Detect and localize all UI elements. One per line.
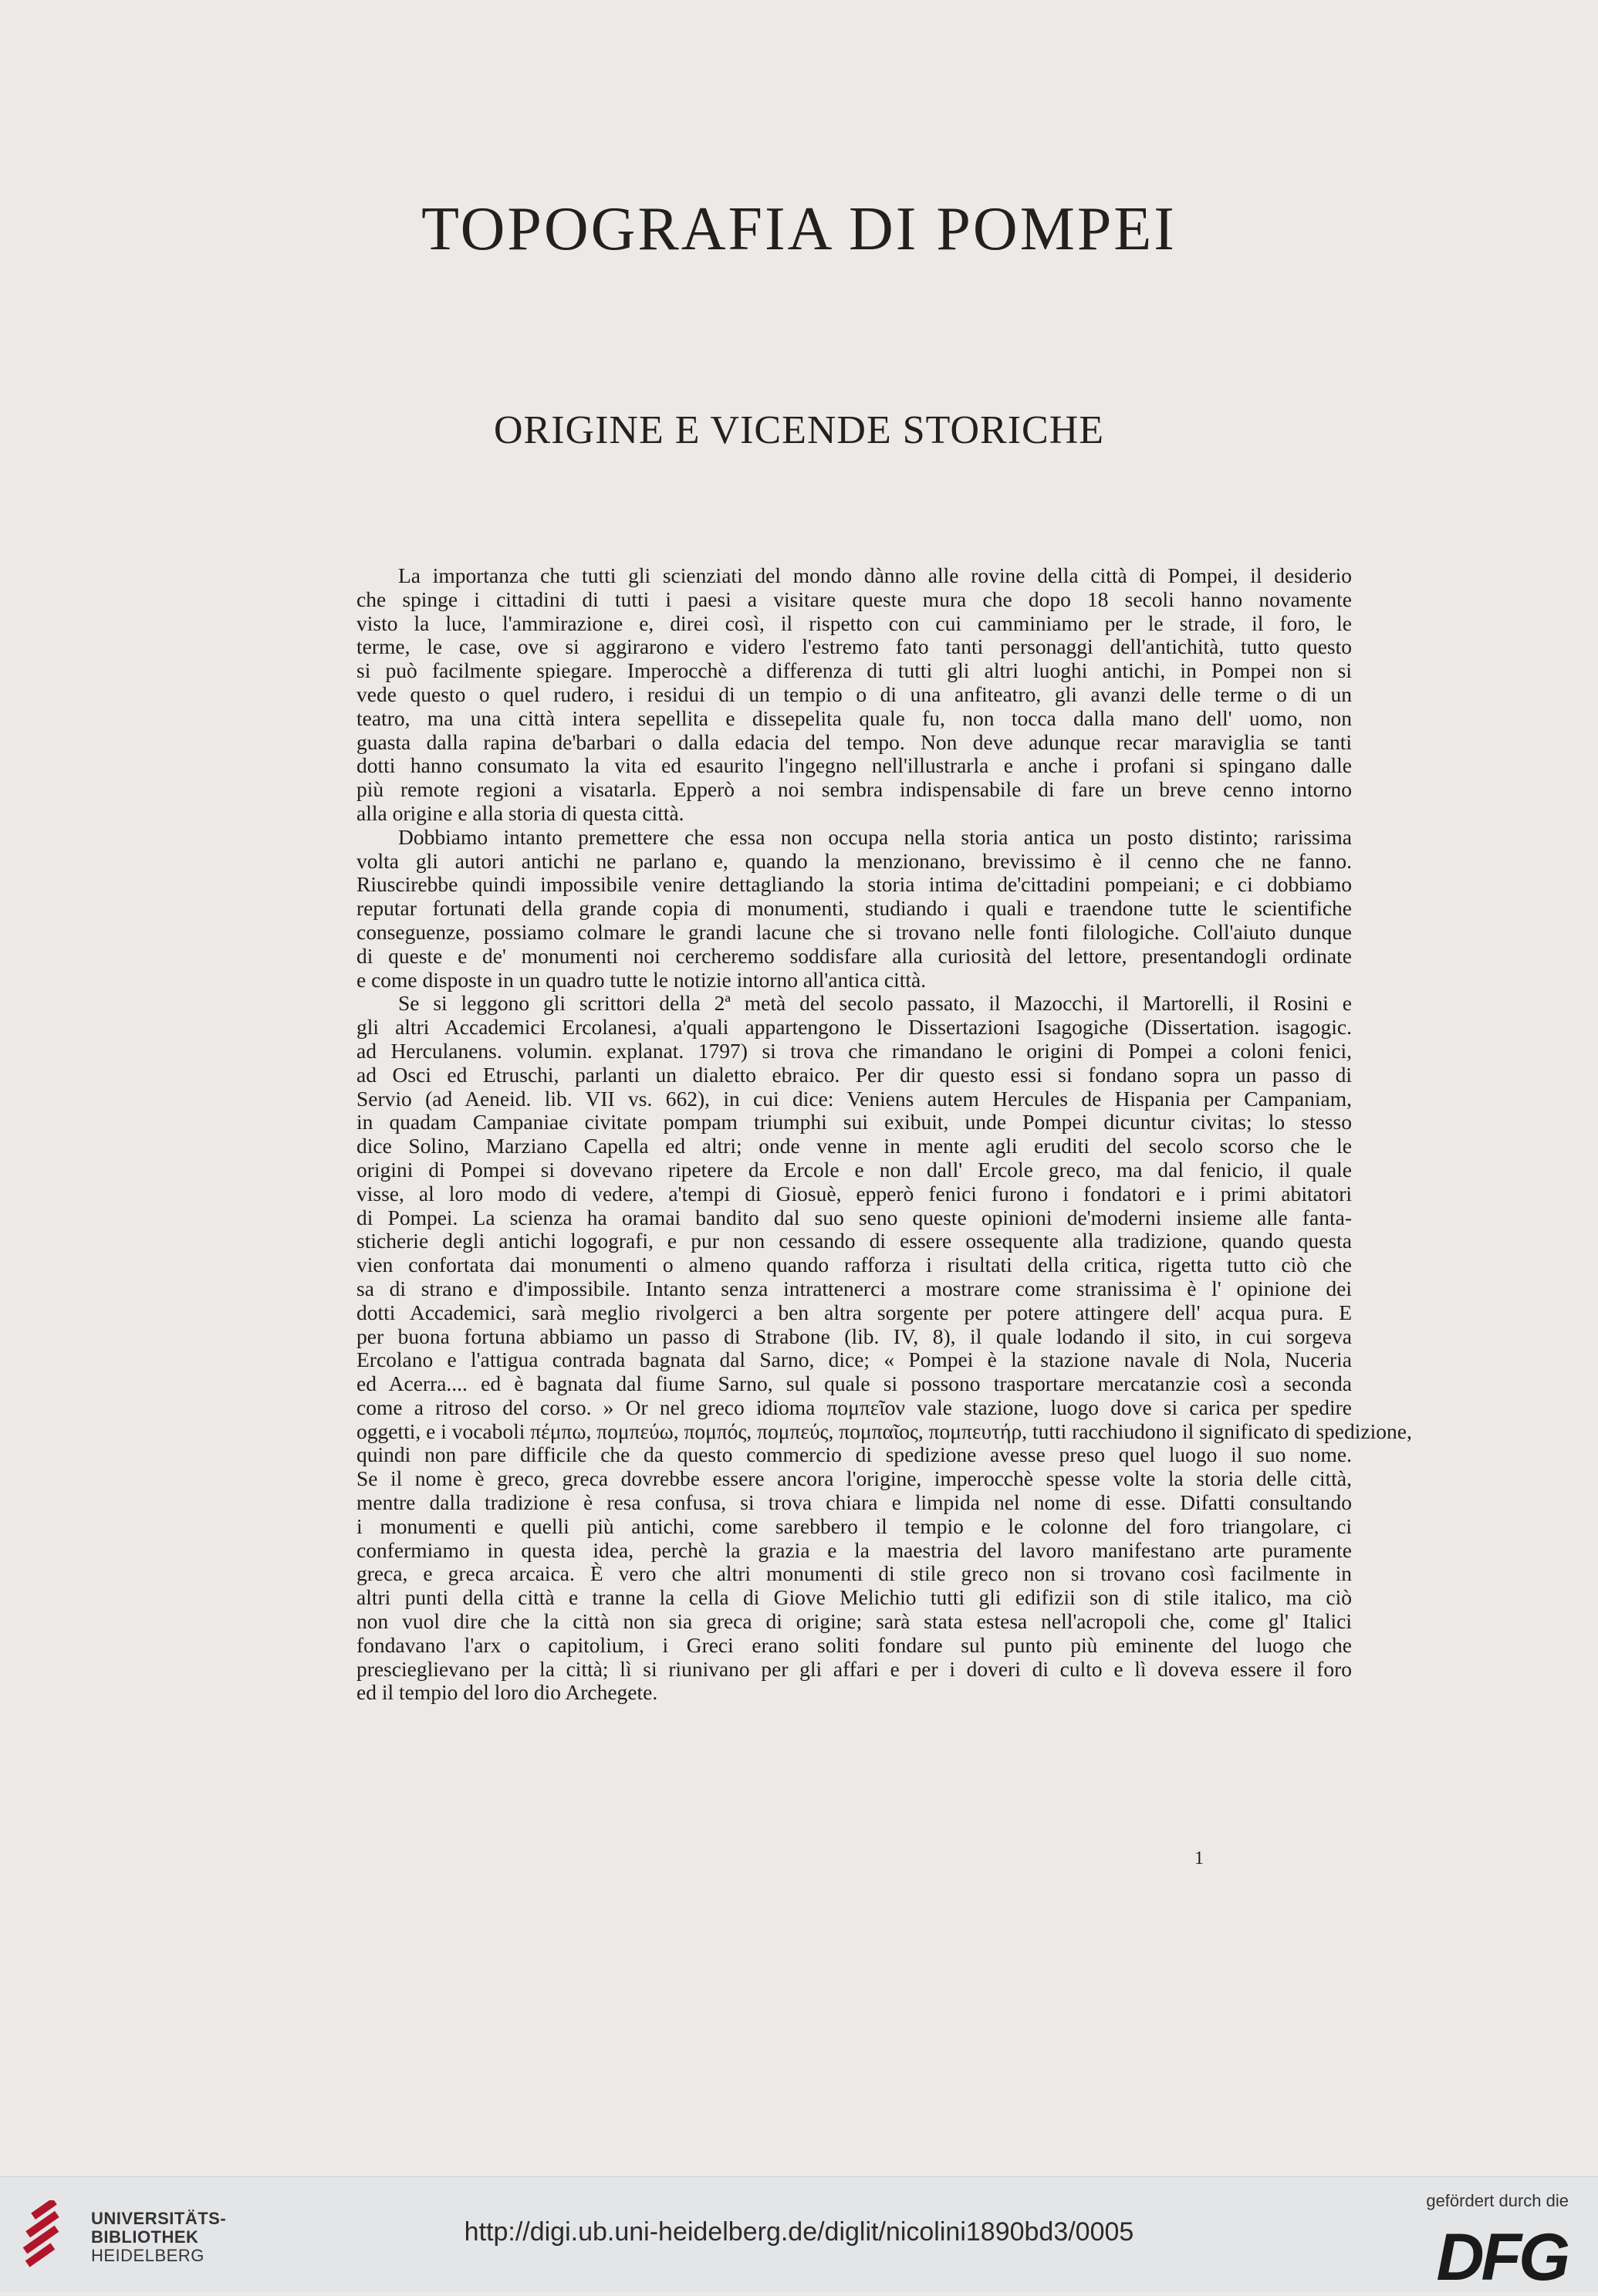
paragraph-2 xyxy=(356,826,1352,992)
text-line: alla origine e alla storia di questa città. xyxy=(356,800,684,825)
text-line: gli altri Accademici Ercolanesi, a'quali appartengono le Dissertazioni Isagogiche (Dissertation. isagogic. xyxy=(356,1015,1352,1040)
text-line: fondavano l'arx o capitolium, i Greci erano soliti fondare sul punto più eminente del luogo che xyxy=(356,1632,1352,1657)
page-number: 1 xyxy=(1194,1848,1204,1868)
text-line: oggetti, e i vocaboli πέμπω, πομπεύω, πομπός, πομπεύς, πομπαῖος, πομπευτήρ, tutti racchiudono il significato di spedizione, xyxy=(356,1419,1412,1443)
text-line: i monumenti e quelli più antichi, come sarebbero il tempio e le colonne del foro triangolare, ci xyxy=(356,1513,1352,1538)
text-line: mentre dalla tradizione è resa confusa, si trova chiara e limpida nel nome di esse. Difatti consultando xyxy=(356,1490,1352,1515)
section-heading: ORIGINE E VICENDE STORICHE xyxy=(493,408,1105,452)
text-line: ed Acerra.... ed è bagnata dal fiume Sarno, sul quale si possono trasportare mercatanzie così a seconda xyxy=(356,1371,1352,1396)
text-line: altri punti della città e tranne la cella di Giove Melichio tutti gli edifizii son di stile italico, ma ciò xyxy=(356,1585,1352,1610)
library-name-line-3: HEIDELBERG xyxy=(91,2246,204,2265)
text-line: dotti hanno consumato la vita ed esaurito l'ingegno nell'illustrarla e anche i profani si spingano dalle xyxy=(356,753,1352,778)
text-line: La importanza che tutti gli scienziati del mondo dànno alle rovine della città di Pompei, il desiderio xyxy=(398,563,1352,587)
text-line: più remote regioni a visatarla. Epperò a noi sembra indispensabile di fare un breve cenno intorno xyxy=(356,777,1352,802)
text-line: di queste e de' monumenti noi cercheremo soddisfare alla curiosità del lettore, presentandogli ordinate xyxy=(356,943,1352,968)
text-line: ad Osci ed Etruschi, parlanti un dialetto ebraico. Per dir questo essi si fondano sopra un passo di xyxy=(356,1062,1352,1087)
text-line: teatro, ma una città intera sepellita e dissepelita quale fu, non tocca dalla mano dell' uomo, non xyxy=(356,705,1352,730)
text-line: Se il nome è greco, greca dovrebbe essere ancora l'origine, imperocchè spesse volte la storia delle città, xyxy=(356,1466,1352,1491)
text-line: Se si leggono gli scrittori della 2ª metà del secolo passato, il Mazocchi, il Martorelli, il Rosini e xyxy=(398,991,1352,1016)
text-line: che spinge i cittadini di tutti i paesi a visitare queste mura che dopo 18 secoli hanno novamente xyxy=(356,587,1352,611)
text-line: sticherie degli antichi logografi, e pur non cessando di essere ossequente alla tradizione, quando questa xyxy=(356,1229,1352,1253)
text-line: non vuol dire che la città non sia greca di origine; sarà stata estesa nell'acropoli che, come gl' Italici xyxy=(356,1609,1352,1634)
paragraph-3 xyxy=(356,991,1412,1705)
text-line: dotti Accademici, sarà meglio rivolgerci a ben altra sorgente per potere attingere dell' acqua pura. E xyxy=(356,1300,1352,1324)
library-name-line-1: UNIVERSITÄTS- xyxy=(91,2209,227,2228)
text-line: greca, e greca arcaica. È vero che altri monumenti di stile greco non si trovano così facilmente in xyxy=(356,1561,1352,1586)
text-line: ad Herculanens. volumin. explanat. 1797) si trova che rimandano le origini di Pompei a coloni fenici, xyxy=(356,1038,1352,1063)
text-line: ed il tempio del loro dio Archegete. xyxy=(356,1680,658,1705)
text-line: quindi non pare difficile che da questo commercio di spedizione avesse preso quel luogo il suo nome. xyxy=(356,1442,1352,1467)
text-line: e come disposte in un quadro tutte le notizie intorno all'antica città. xyxy=(356,967,927,992)
text-line: reputar fortunati della grande copia di monumenti, studiando i quali e traendone tutte le scientifiche xyxy=(356,896,1352,921)
text-line: vien confortata dai monumenti o almeno quando rafforza i risultati della critica, rigetta tutto ciò che xyxy=(356,1253,1352,1277)
text-line: in quadam Campaniae civitate pompam triumphi sui exibuit, unde Pompei dicuntur civitas; lo stesso xyxy=(356,1110,1352,1134)
text-line: terme, le case, ove si aggirarono e videro l'estremo fato tanti personaggi dell'antichità, tutto questo xyxy=(356,634,1352,659)
text-line: visse, al loro modo di vedere, a'tempi di Giosuè, epperò fenici furono i fondatori e i primi abitatori xyxy=(356,1181,1352,1205)
digitization-footer xyxy=(0,2176,1598,2292)
text-line: Dobbiamo intanto premettere che essa non occupa nella storia antica un posto distinto; rarissima xyxy=(398,824,1352,849)
text-line: di Pompei. La scienza ha oramai bandito dal suo seno queste opinioni de'moderni insieme alle fanta- xyxy=(356,1205,1352,1229)
text-line: conseguenze, possiamo colmare le grandi lacune che si trovano nelle fonti filologiche. Coll'aiuto dunque xyxy=(356,919,1352,944)
text-line: Servio (ad Aeneid. lib. VII vs. 662), in cui dice: Veniens autem Hercules de Hispania per Campaniam, xyxy=(356,1086,1352,1111)
body-text xyxy=(356,563,1412,1705)
permalink-url[interactable]: http://digi.ub.uni-heidelberg.de/diglit/nicolini1890bd3/0005 xyxy=(464,2217,1134,2247)
dfg-logo: DFG xyxy=(1436,2220,1567,2294)
text-line: visto la luce, l'ammirazione e, direi così, il rispetto con cui camminiamo per le strade, il foro, le xyxy=(356,610,1352,635)
document-title: TOPOGRAFIA DI POMPEI xyxy=(421,195,1177,263)
text-line: confermiamo in questa idea, perchè la grazia e la maestria del lavoro manifestano arte puramente xyxy=(356,1537,1352,1562)
paragraph-1 xyxy=(356,564,1352,826)
text-line: guasta dalla rapina de'barbari o dalla edacia del tempo. Non deve adunque recar maraviglia se tanti xyxy=(356,729,1352,754)
text-line: vede questo o quel rudero, i residui di un tempio o di una anfiteatro, gli avanzi delle terme o di un xyxy=(356,681,1352,706)
text-line: prescieglievano per la città; lì si riunivano per gli affari e per i doveri di culto e lì doveva essere il foro xyxy=(356,1656,1352,1681)
text-line: come a ritroso del corso. » Or nel greco idioma πομπεῖον vale stazione, luogo dove si carica per spedire xyxy=(356,1395,1352,1419)
text-line: per buona fortuna abbiamo un passo di Strabone (lib. IV, 8), il quale lodando il sito, in cui sorgeva xyxy=(356,1324,1352,1348)
text-line: volta gli autori antichi ne parlano e, quando la menzionano, brevissimo è il cenno che ne fanno. xyxy=(356,848,1352,873)
text-line: Ercolano e l'attigua contrada bagnata dal Sarno, dice; « Pompei è la stazione navale di Nola, Nuceria xyxy=(356,1348,1352,1372)
text-line: Riuscirebbe quindi impossibile venire dettagliando la storia intima de'cittadini pompeiani; e ci dobbiamo xyxy=(356,872,1352,897)
funding-label: gefördert durch die xyxy=(1426,2191,1569,2210)
text-line: origini di Pompei si dovevano ripetere da Ercole e non dall' Ercole greco, ma dal fenicio, il quale xyxy=(356,1157,1352,1182)
text-line: si può facilmente spiegare. Imperocchè a differenza di tutti gli altri luoghi antichi, in Pompei non si xyxy=(356,658,1352,683)
text-line: sa di strano e d'impossibile. Intanto senza intrattenerci a mostrare come stranissima è l' opinione dei xyxy=(356,1276,1352,1300)
text-line: dice Solino, Marziano Capella ed altri; onde venne in mente agli eruditi del secolo scorso che le xyxy=(356,1134,1352,1158)
library-name-line-2: BIBLIOTHEK xyxy=(91,2227,199,2247)
